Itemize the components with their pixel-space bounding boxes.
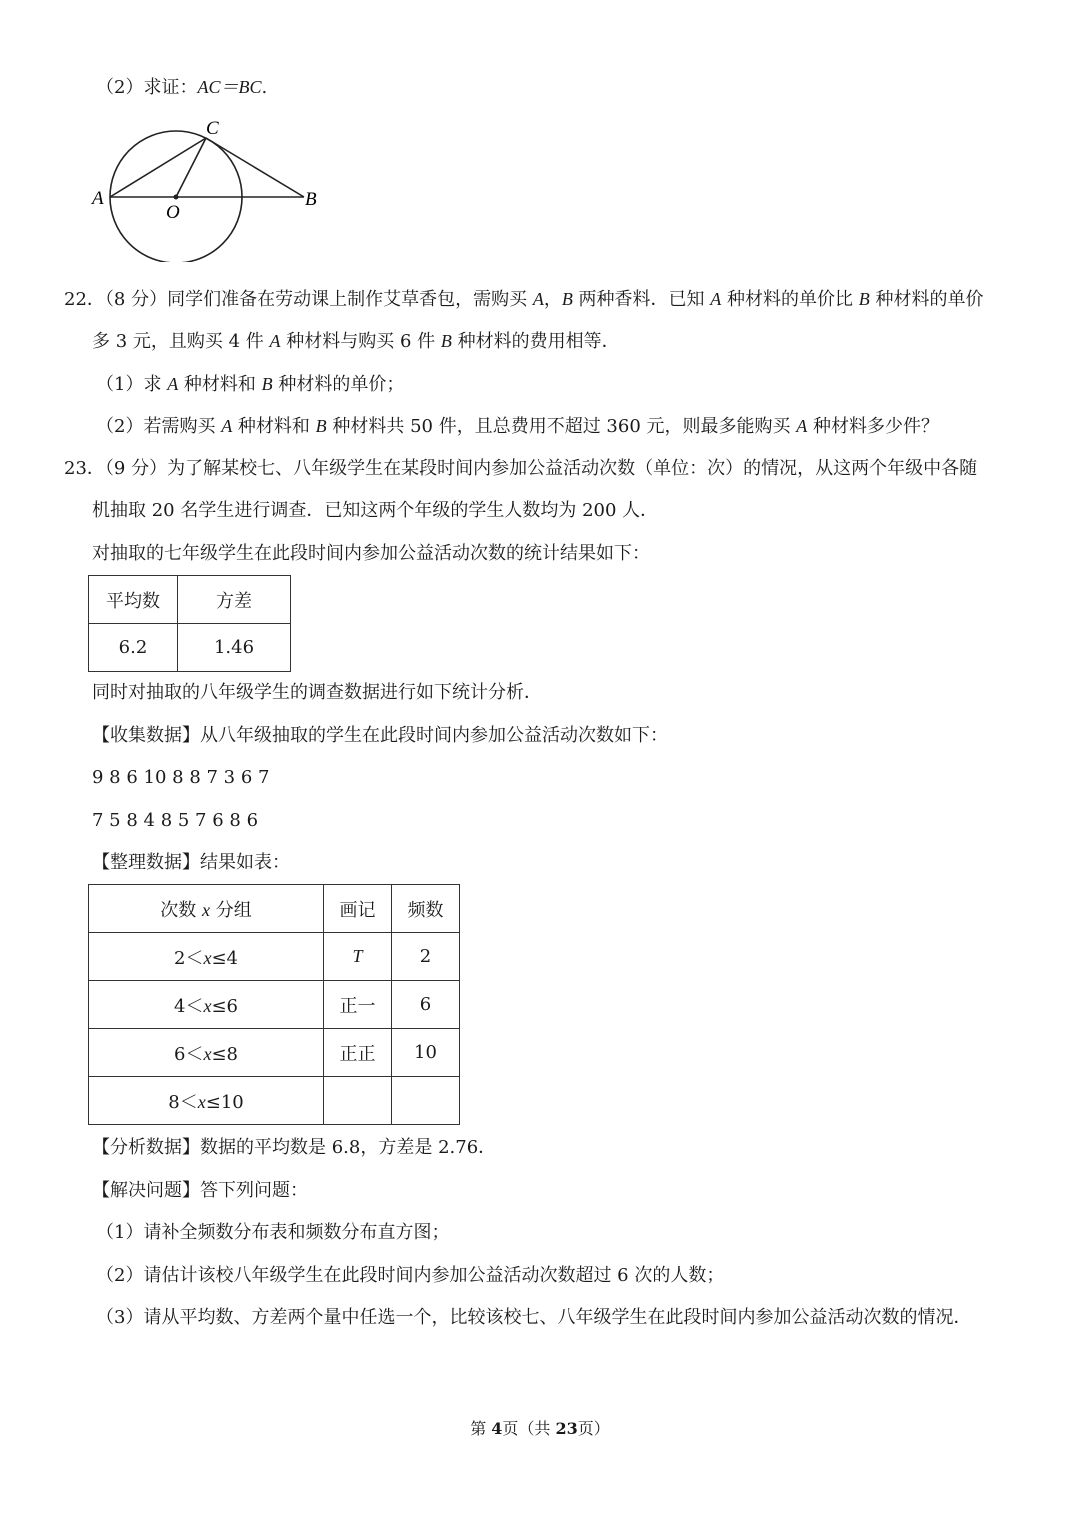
freq-cell: 2 xyxy=(392,933,460,981)
freq-header-tally: 画记 xyxy=(324,885,392,933)
q23-part3: （3）请从平均数、方差两个量中任选一个，比较该校七、八年级学生在此段时间内参加公益活动次数的情况． xyxy=(96,1307,972,1328)
group-cell: 6＜x≤8 xyxy=(89,1029,324,1077)
label-c: C xyxy=(206,118,219,139)
total-page-number: 23 xyxy=(555,1419,578,1438)
data-row-1: 9 8 6 10 8 8 7 3 6 7 xyxy=(92,767,270,788)
grade7-stats-table xyxy=(88,575,291,672)
table-row xyxy=(89,1029,460,1077)
q21-part2: （2）求证：AC＝BC. xyxy=(96,77,268,98)
group-cell: 2＜x≤4 xyxy=(89,933,324,981)
analyze-data: 【分析数据】数据的平均数是 6.8，方差是 2.76． xyxy=(92,1137,497,1158)
q23-part2: （2）请估计该校八年级学生在此段时间内参加公益活动次数超过 6 次的人数； xyxy=(96,1265,725,1286)
circle-geometry-figure xyxy=(88,116,328,262)
q22-part1: （1）求 A 种材料和 B 种材料的单价； xyxy=(96,374,405,395)
tally-cell-empty xyxy=(324,1077,392,1125)
q22-stem-line2: 多 3 元，且购买 4 件 A 种材料与购买 6 件 B 种材料的费用相等． xyxy=(92,331,620,352)
table-row xyxy=(89,933,460,981)
q22-part2: （2）若需购买 A 种材料和 B 种材料共 50 件，且总费用不超过 360 元，则最多能购买 A 种材料多少件？ xyxy=(96,416,939,437)
tally-cell: 正正 xyxy=(324,1029,392,1077)
label-b: B xyxy=(305,189,317,210)
solve-heading: 【解决问题】答下列问题： xyxy=(92,1180,308,1201)
organize-data-heading: 【整理数据】结果如表： xyxy=(92,852,290,873)
label-a: A xyxy=(92,188,104,209)
tally-cell: 正一 xyxy=(324,981,392,1029)
freq-cell: 6 xyxy=(392,981,460,1029)
grade7-variance-value: 1.46 xyxy=(178,624,291,672)
freq-cell-empty xyxy=(392,1077,460,1125)
collect-data-heading: 【收集数据】从八年级抽取的学生在此段时间内参加公益活动次数如下： xyxy=(92,725,668,746)
group-cell: 4＜x≤6 xyxy=(89,981,324,1029)
label-o: O xyxy=(166,202,180,223)
group-cell: 8＜x≤10 xyxy=(89,1077,324,1125)
grade7-header-mean: 平均数 xyxy=(89,576,178,624)
point-o xyxy=(174,195,179,200)
q23-part1: （1）请补全频数分布表和频数分布直方图； xyxy=(96,1222,450,1243)
table-row xyxy=(89,981,460,1029)
grade7-mean-value: 6.2 xyxy=(89,624,178,672)
freq-header-group: 次数 x 分组 xyxy=(89,885,324,933)
line-cb xyxy=(206,138,304,197)
tally-cell: T xyxy=(324,933,392,981)
table-row xyxy=(89,1077,460,1125)
current-page-number: 4 xyxy=(491,1419,503,1438)
grade7-header-variance: 方差 xyxy=(178,576,291,624)
freq-header-frequency: 频数 xyxy=(392,885,460,933)
q23-stem-line2: 机抽取 20 名学生进行调查．已知这两个年级的学生人数均为 200 人． xyxy=(92,500,659,521)
q23-stem-line1: 23．（9 分）为了解某校七、八年级学生在某段时间内参加公益活动次数（单位：次）的情况，从这两个年级中各随 xyxy=(64,458,978,479)
q23-grade8-intro: 同时对抽取的八年级学生的调查数据进行如下统计分析． xyxy=(92,682,542,703)
freq-cell: 10 xyxy=(392,1029,460,1077)
q23-grade7-intro: 对抽取的七年级学生在此段时间内参加公益活动次数的统计结果如下： xyxy=(92,543,650,564)
q22-stem-line1: 22．（8 分）同学们准备在劳动课上制作艾草香包，需购买 A，B 两种香料．已知 A 种材料的单价比 B 种材料的单价 xyxy=(64,289,984,310)
frequency-table xyxy=(88,884,460,1125)
data-row-2: 7 5 8 4 8 5 7 6 8 6 xyxy=(92,810,259,831)
page-footer: 第 4页（共 23页） xyxy=(470,1419,610,1438)
